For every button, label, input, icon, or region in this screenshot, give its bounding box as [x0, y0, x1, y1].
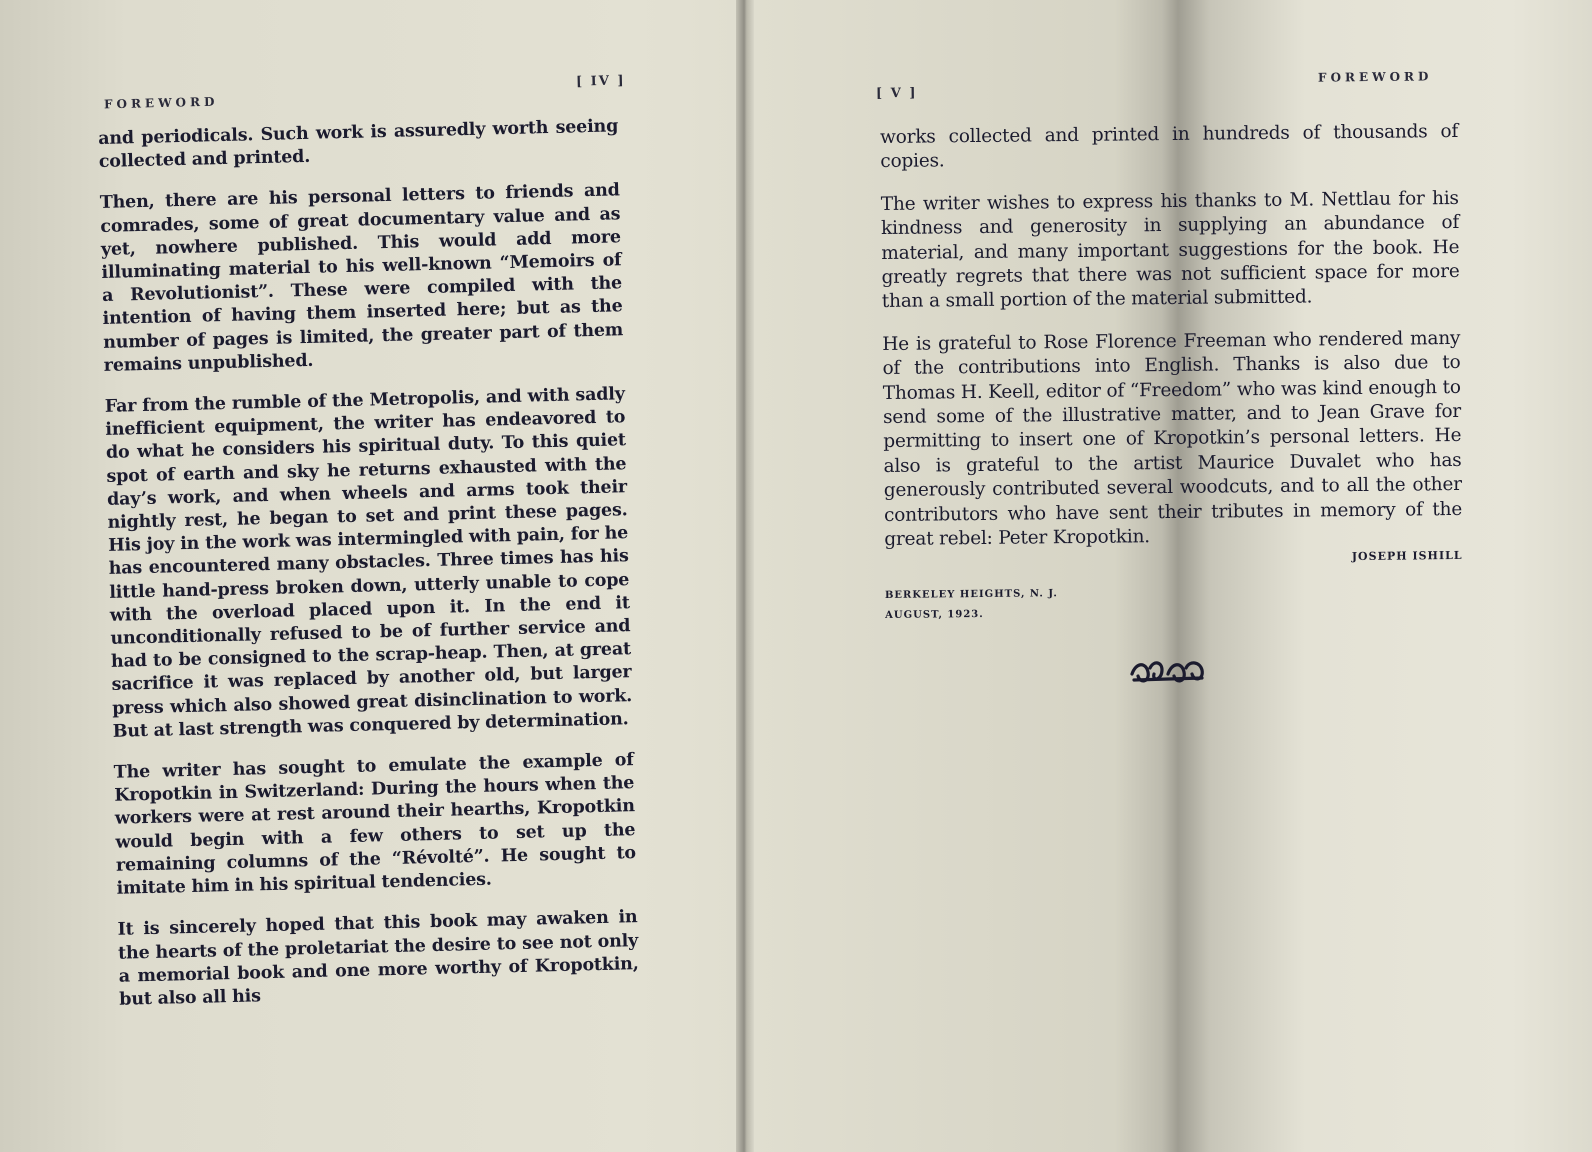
right-text-block	[880, 120, 1463, 626]
right-running-head: FOREWORD	[1317, 69, 1433, 85]
left-folio: [ IV ]	[575, 73, 626, 90]
left-paragraph-2: Then, there are his personal letters to friends and comrades, some of great documentary value and as yet, nowhere published. This would add more illuminating material to his well-known “Memoirs of a Revolutionist”. These were compiled with the intention of having them inserted here; but as the number of pages is limited, the greater part of them remains unpublished.	[99, 180, 624, 376]
left-paragraph-5: It is sincerely hoped that this book may awaken in the hearts of the proletariat the desire to see not only a memorial book and one more worthy of Kropotkin, but also all his	[117, 907, 639, 1010]
signature: JOSEPH ISHILL	[1351, 548, 1463, 563]
left-paragraph-1: and periodicals. Such work is assuredly worth seeing collected and printed.	[98, 116, 619, 173]
right-paragraph-1: works collected and printed in hundreds of thousands of copies.	[880, 120, 1459, 173]
floral-ornament-icon	[1128, 654, 1208, 690]
left-text-block	[98, 115, 640, 1030]
right-folio: [ V ]	[875, 85, 918, 102]
right-paragraph-2: The writer wishes to express his thanks to M. Nettlau for his kindness and generosity in supplying an abundance of material, and many important suggestions for the book. He greatly regrets that there was not sufficient space for more than a small portion of the material submitted.	[880, 187, 1460, 313]
left-page	[0, 0, 740, 1152]
left-paragraph-3: Far from the rumble of the Metropolis, and with sadly inefficient equipment, the writer has endeavored to do what he considers his spiritual duty. To this quiet spot of earth and sky he returns exhausted with the day’s work, and when wheels and arms took their nightly rest, he began to set and print these pages. His joy in the work was intermingled with pain, for he has encountered many obstacles. Three times has his little hand-press broken down, utterly unable to cope with the overload placed upon it. In the end it unconditionally refused to be of further service and had to be consigned to the scrap-heap. Then, at great sacrifice it was replaced by another old, but larger press which also showed great disinclination to work. But at last strength was conquered by determination.	[104, 384, 633, 742]
left-running-head: FOREWORD	[103, 94, 219, 112]
right-paragraph-3: He is grateful to Rose Florence Freeman who rendered many of the contributions into English. Thanks is also due to Thomas H. Keell, editor of “Freedom” who was kind enough to send some of the illustrative matter, and to Jean Grave for permitting to insert one of Kropotkin’s personal letters. He also is grateful to the artist Maurice Duvalet who has generously contributed several woodcuts, and to all the other contributors who have sent their tributes in memory of the great rebel: Peter Kropotkin.	[882, 327, 1463, 551]
place: BERKELEY HEIGHTS, N. J.	[884, 587, 1058, 601]
left-paragraph-4: The writer has sought to emulate the example of Kropotkin in Switzerland: During the hours when the workers were at rest around their hearths, Kropotkin would begin with a few others to set up the remaining columns of the “Révolté”. He sought to imitate him in his spiritual tendencies.	[113, 750, 637, 899]
date: AUGUST, 1923.	[885, 608, 984, 621]
place-line	[885, 579, 1463, 625]
